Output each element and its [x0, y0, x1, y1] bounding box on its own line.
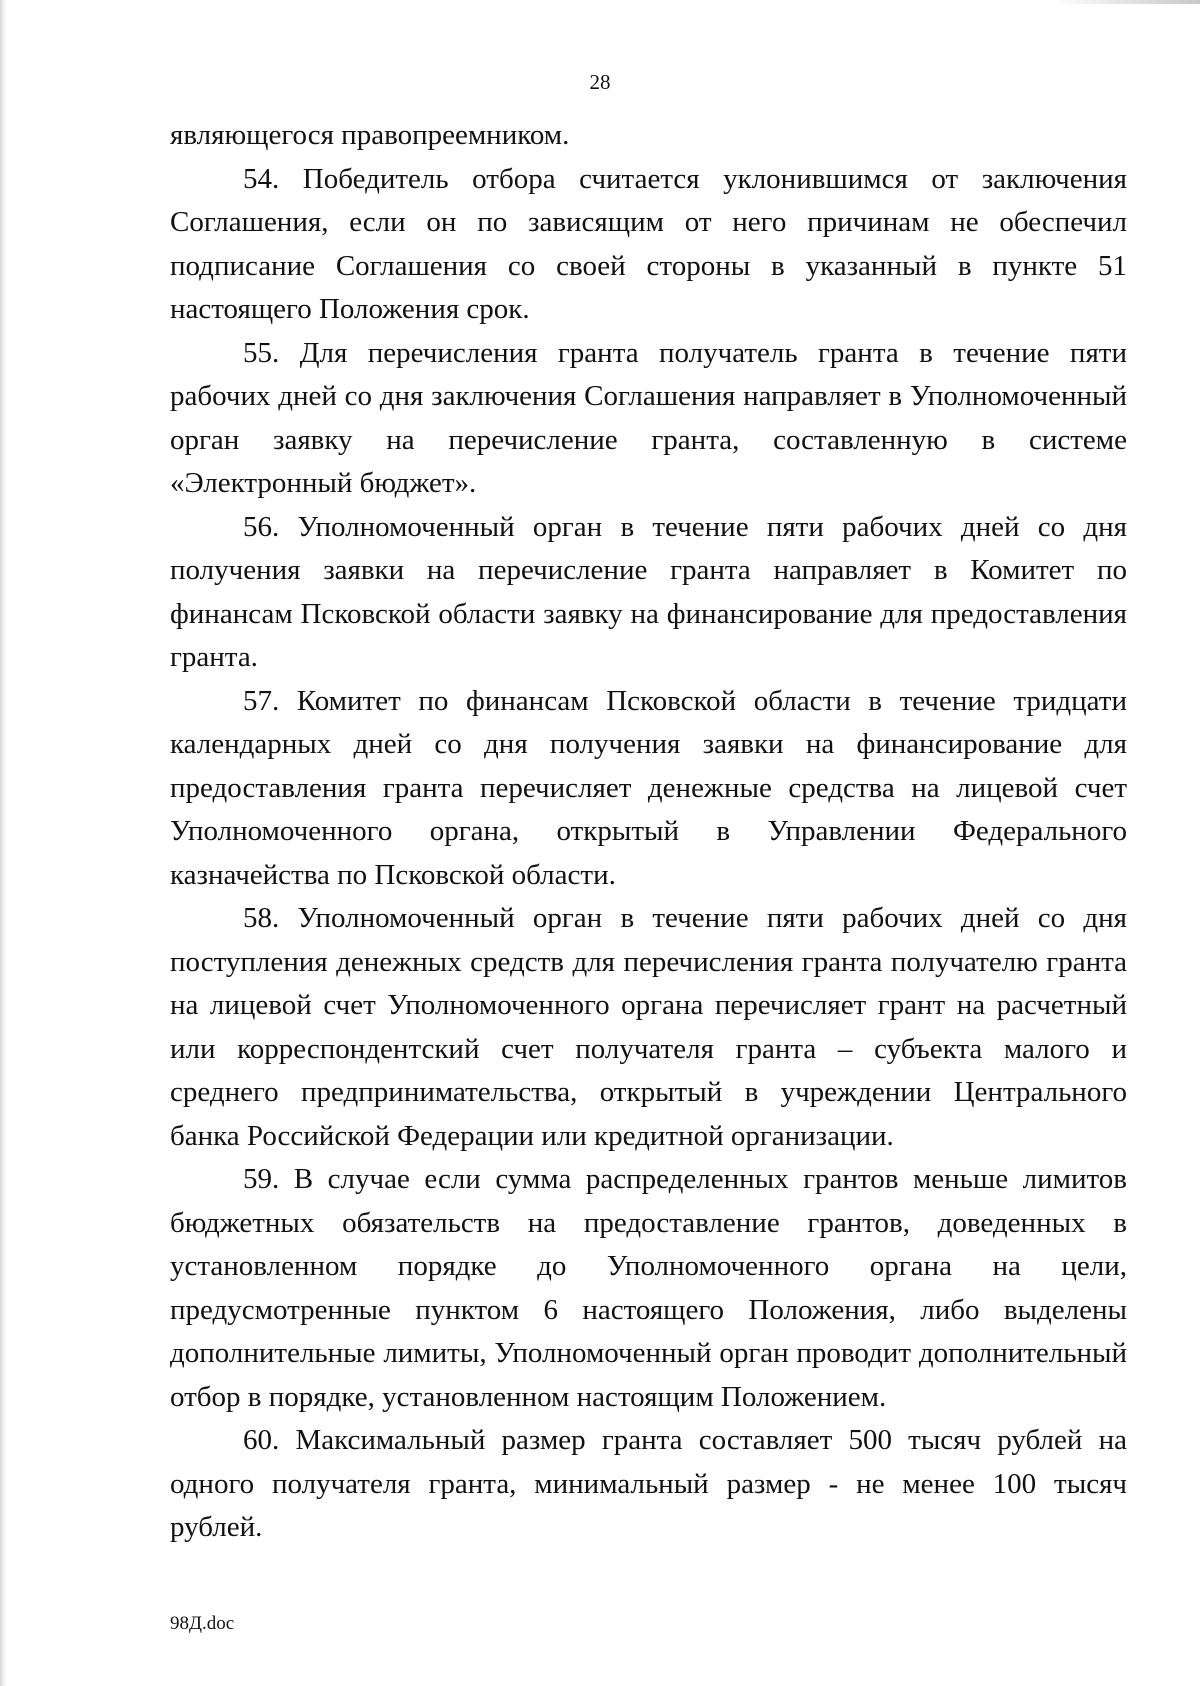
scan-edge-left: [0, 0, 7, 1686]
scan-edge-top: [1050, 0, 1200, 4]
page-number: 28: [589, 70, 611, 94]
paragraph-56: 56. Уполномоченный орган в течение пяти рабочих дней со дня получения заявки на перечисление гранта направляет в Комитет по финансам Псковской области заявку на финансирование для предоставления гранта.: [170, 510, 1127, 673]
document-body: [170, 114, 1127, 1550]
continuation-paragraph: являющегося правопреемником.: [170, 119, 570, 151]
paragraph-57: 57. Комитет по финансам Псковской области в течение тридцати календарных дней со дня получения заявки на финансирование для предоставления гранта перечисляет денежные средства на лицевой счет Уполномоченного органа, открытый в Управлении Федерального казначейства по Псковской области.: [170, 684, 1127, 891]
footer-filename: 98Д.doc: [170, 1613, 235, 1634]
paragraph-55: 55. Для перечисления гранта получатель гранта в течение пяти рабочих дней со дня заключения Соглашения направляет в Уполномоченный орган заявку на перечисление гранта, составленную в системе «Электронный бюджет».: [170, 336, 1127, 499]
paragraph-58: 58. Уполномоченный орган в течение пяти рабочих дней со дня поступления денежных средств для перечисления гранта получателю гранта на лицевой счет Уполномоченного органа перечисляет грант на расчетный или корреспондентский счет получателя гранта – субъекта малого и среднего предпринимательства, открытый в учреждении Центрального банка Российской Федерации или кредитной организации.: [170, 902, 1127, 1152]
paragraph-60: 60. Максимальный размер гранта составляет 500 тысяч рублей на одного получателя гранта, минимальный размер - не менее 100 тысяч рублей.: [170, 1424, 1127, 1543]
paragraph-54: 54. Победитель отбора считается уклонившимся от заключения Соглашения, если он по зависящим от него причинам не обеспечил подписание Соглашения со своей стороны в указанный в пункте 51 настоящего Положения срок.: [170, 162, 1127, 325]
paragraph-59: 59. В случае если сумма распределенных грантов меньше лимитов бюджетных обязательств на предоставление грантов, доведенных в установленном порядке до Уполномоченного органа на цели, предусмотренные пунктом 6 настоящего Положения, либо выделены дополнительные лимиты, Уполномоченный орган проводит дополнительный отбор в порядке, установленном настоящим Положением.: [170, 1163, 1127, 1413]
